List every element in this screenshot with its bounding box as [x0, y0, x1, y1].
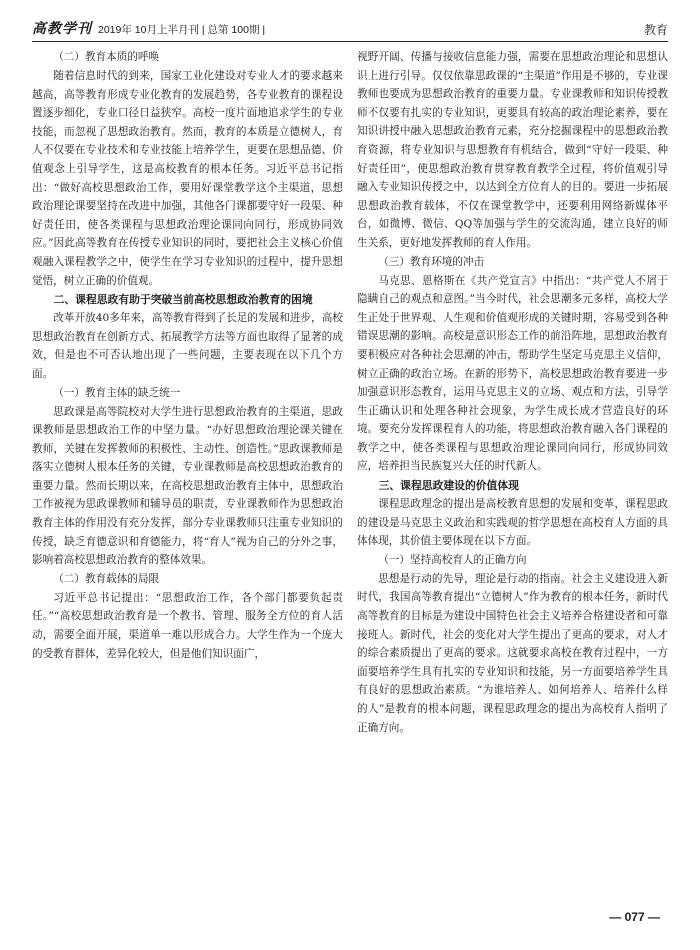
- article-body: [32, 48, 668, 892]
- page-header: [32, 14, 668, 42]
- subsection-heading: （二）教育载体的局限: [53, 572, 160, 585]
- body-paragraph: 视野开阔、传播与接收信息能力强，需要在思想政治理论和思想认识上进行引导。仅仅依靠思政课的“主渠道”作用是不够的，专业课教师也要成为思想政治教育的重要力量。专业课教师和知识传授教师不仅要有扎实的专业知识，更要具有较高的政治理论素养，要在知识讲授中融入思想政治教育元素，充分挖掘课程中的思想政治教育资源，将专业知识与思想教育有机结合，做到“守好一段渠、种好责任田”，使思想政治教育贯穿教育教学全过程，将价值观引导融入专业知识传授之中，以达到全方位育人的目的。要进一步拓展思想政治教育载体，不仅在课堂教学中，还要利用网络新媒体平台，如微博、微信、QQ等加强与学生的交流沟通，建立良好的师生关系，更好地发挥教师的育人作用。: [357, 51, 668, 249]
- body-paragraph: 马克思、恩格斯在《共产党宣言》中指出：“共产党人不屑于隐瞒自己的观点和意图。”当今时代，社会思潮多元多样，高校大学生正处于世界观、人生观和价值观形成的关键时期，容易受到各种错误思潮的影响。高校是意识形态工作的前沿阵地，思想政治教育要积极应对各种社会思潮的冲击，帮助学生坚定马克思主义信仰，树立正确的政治立场。在新的形势下，高校思想政治教育要进一步加强意识形态教育，运用马克思主义的立场、观点和方法，引导学生正确认识和处理各种社会现象，为学生成长成才营造良好的环境。要充分发挥课程育人的功能，将思想政治教育融入各门课程的教学之中，使各类课程与思想政治理论课同向同行，形成协同效应，培养担当民族复兴大任的时代新人。: [357, 274, 668, 473]
- subsection-heading: （三）教育环境的冲击: [378, 255, 485, 268]
- body-paragraph: 思想是行动的先导，理论是行动的指南。社会主义建设进入新时代，我国高等教育提出“立德树人”作为教育的根本任务，新时代高等教育的目标是为建设中国特色社会主义培养合格建设者和可靠接班人。新时代，社会的变化对大学生提出了更高的要求，对人才的综合素质提出了更高的要求。这就要求高校在教育过程中，一方面要培养学生具有扎实的专业知识和技能，另一方面要培养学生具有良好的思想政治素质。“为谁培养人、如何培养人、培养什么样的人”是教育的根本问题，课程思政理念的提出为高校育人指明了正确方向。: [357, 572, 668, 734]
- body-paragraph: 习近平总书记提出：“思想政治工作，各个部门都要负起责任。”“高校思想政治教育是一个教书、管理、服务全方位的育人活动，需要全面开展，渠道单一难以形成合力。大学生作为一个庞大的受教育群体，差异化较大，但是他们知识面广，: [32, 591, 343, 660]
- page-number: — 077 —: [609, 910, 660, 924]
- body-paragraph: 思政课是高等院校对大学生进行思想政治教育的主渠道，思政课教师是思想政治工作的中坚力量。“办好思想政治理论课关键在教师，关键在发挥教师的积极性、主动性、创造性。”思政课教师是落实立德树人根本任务的关键，专业课教师是高校思想政治教育的重要力量。然而长期以来，在高校思想政治教育主体中，思想政治工作被视为思政课教师和辅导员的职责，专业课教师作为思想政治教育主体的作用没有充分发挥，部分专业课教师只注重专业知识的传授，缺乏育德意识和育德能力，将“育人”视为自己的分外之事，影响着高校思想政治教育的整体效果。: [32, 405, 343, 567]
- subsection-heading: （二）教育本质的呼唤: [53, 51, 160, 63]
- right-column: [357, 48, 668, 892]
- left-column: [32, 48, 343, 892]
- journal-logo: 高教学刊: [32, 21, 92, 37]
- section-label: 教育: [643, 23, 668, 37]
- body-paragraph: 课程思政理念的提出是高校教育思想的发展和变革，课程思政的建设是马克思主义政治和实践观的哲学思想在高校育人方面的具体体现，其价值主要体现在以下方面。: [357, 498, 668, 548]
- subsection-heading: （一）教育主体的缺乏统一: [53, 386, 181, 399]
- subsection-heading: （一）坚持高校育人的正确方向: [378, 553, 527, 566]
- issue-info: 2019年 10月上半月刊 | 总第 100期 |: [98, 24, 266, 36]
- section-heading: 二、课程思政有助于突破当前高校思想政治教育的困境: [53, 293, 313, 307]
- body-paragraph: 改革开放40多年来，高等教育得到了长足的发展和进步，高校思想政治教育在创新方式、拓展教学方法等方面也取得了显著的成效，但是也不可否认地出现了一些问题，主要表现在以下几个方面。: [32, 312, 343, 380]
- body-paragraph: 随着信息时代的到来，国家工业化建设对专业人才的要求越来越高，高等教育形成专业化教育的发展趋势，各专业教育的课程设置逐步细化，专业口径日益狭窄。高校一度片面地追求学生的专业技能，而忽视了思想政治教育。然而，教育的本质是立德树人，育人不仅要在专业技术和专业技能上培养学生，更要在思想品德、价值观念上引导学生，这是高校教育的根本任务。习近平总书记指出：“做好高校思想政治工作，要用好课堂教学这个主渠道，思想政治理论课要坚持在改进中加强，其他各门课都要守好一段渠、种好责任田，使各类课程与思想政治理论课同向同行，形成协同效应。”因此高等教育在传授专业知识的同时，要把社会主义核心价值观融入课程教学之中，使学生在学习专业知识的过程中，提升思想觉悟，树立正确的价值观。: [32, 70, 343, 287]
- header-left: [32, 18, 265, 38]
- section-heading: 三、课程思政建设的价值体现: [378, 479, 519, 493]
